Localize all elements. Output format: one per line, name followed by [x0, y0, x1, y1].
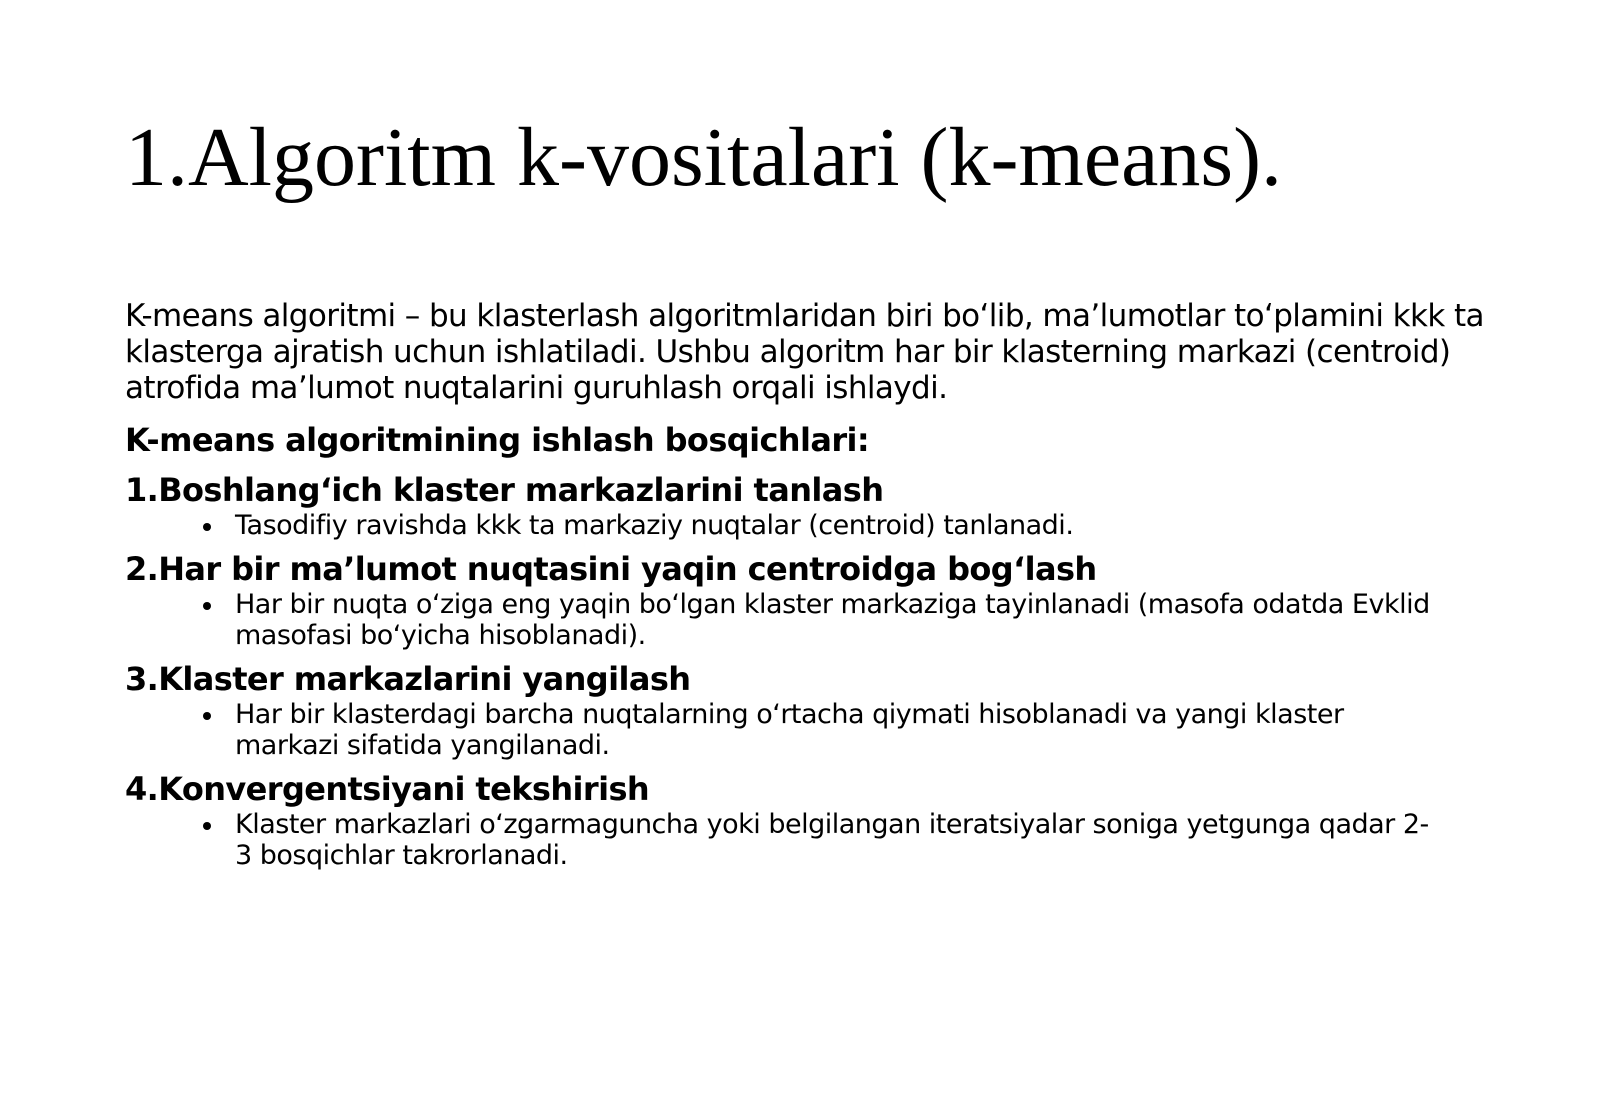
- intro-paragraph: K-means algoritmi – bu klasterlash algoritmlaridan biri bo‘lib, ma’lumotlar to‘plamini kkk ta klasterga ajratish uchun ishlatiladi. Ushbu algoritm har bir klasterning markazi (centroid) atrofida ma’lumot nuqtalarini guruhlash orqali ishlaydi.: [125, 298, 1484, 406]
- bullet-dot-icon: [203, 712, 211, 720]
- step-title: 3.Klaster markazlarini yangilash: [125, 660, 691, 698]
- bullet-dot-icon: [203, 523, 211, 531]
- step-bullet: [125, 510, 1435, 541]
- step-4: [125, 769, 1565, 871]
- step-3: [125, 659, 1565, 761]
- step-bullet: [125, 809, 1435, 871]
- steps-heading: K-means algoritmining ishlash bosqichlari:: [125, 421, 870, 459]
- step-bullet-text: Klaster markazlari o‘zgarmaguncha yoki belgilangan iteratsiyalar soniga yetgunga qadar 2-3 bosqichlar takrorlanadi.: [235, 809, 1429, 871]
- step-1: [125, 470, 1565, 541]
- step-bullet: [125, 699, 1435, 761]
- step-title: 2.Har bir ma’lumot nuqtasini yaqin centroidga bog‘lash: [125, 550, 1097, 588]
- slide-body: [125, 298, 1565, 879]
- bullet-dot-icon: [203, 822, 211, 830]
- slide-title: 1.Algoritm k-vositalari (k-means).: [125, 111, 1283, 204]
- step-bullet-text: Har bir nuqta o‘ziga eng yaqin bo‘lgan klaster markaziga tayinlanadi (masofa odatda Evklid masofasi bo‘yicha hisoblanadi).: [235, 589, 1430, 651]
- step-title: 4.Konvergentsiyani tekshirish: [125, 770, 650, 808]
- bullet-dot-icon: [203, 602, 211, 610]
- step-bullet-text: Har bir klasterdagi barcha nuqtalarning o‘rtacha qiymati hisoblanadi va yangi klaster markazi sifatida yangilanadi.: [235, 699, 1344, 761]
- step-2: [125, 549, 1565, 651]
- step-bullet: [125, 589, 1435, 651]
- step-title: 1.Boshlang‘ich klaster markazlarini tanlash: [125, 471, 884, 509]
- step-bullet-text: Tasodifiy ravishda kkk ta markaziy nuqtalar (centroid) tanlanadi.: [235, 510, 1074, 541]
